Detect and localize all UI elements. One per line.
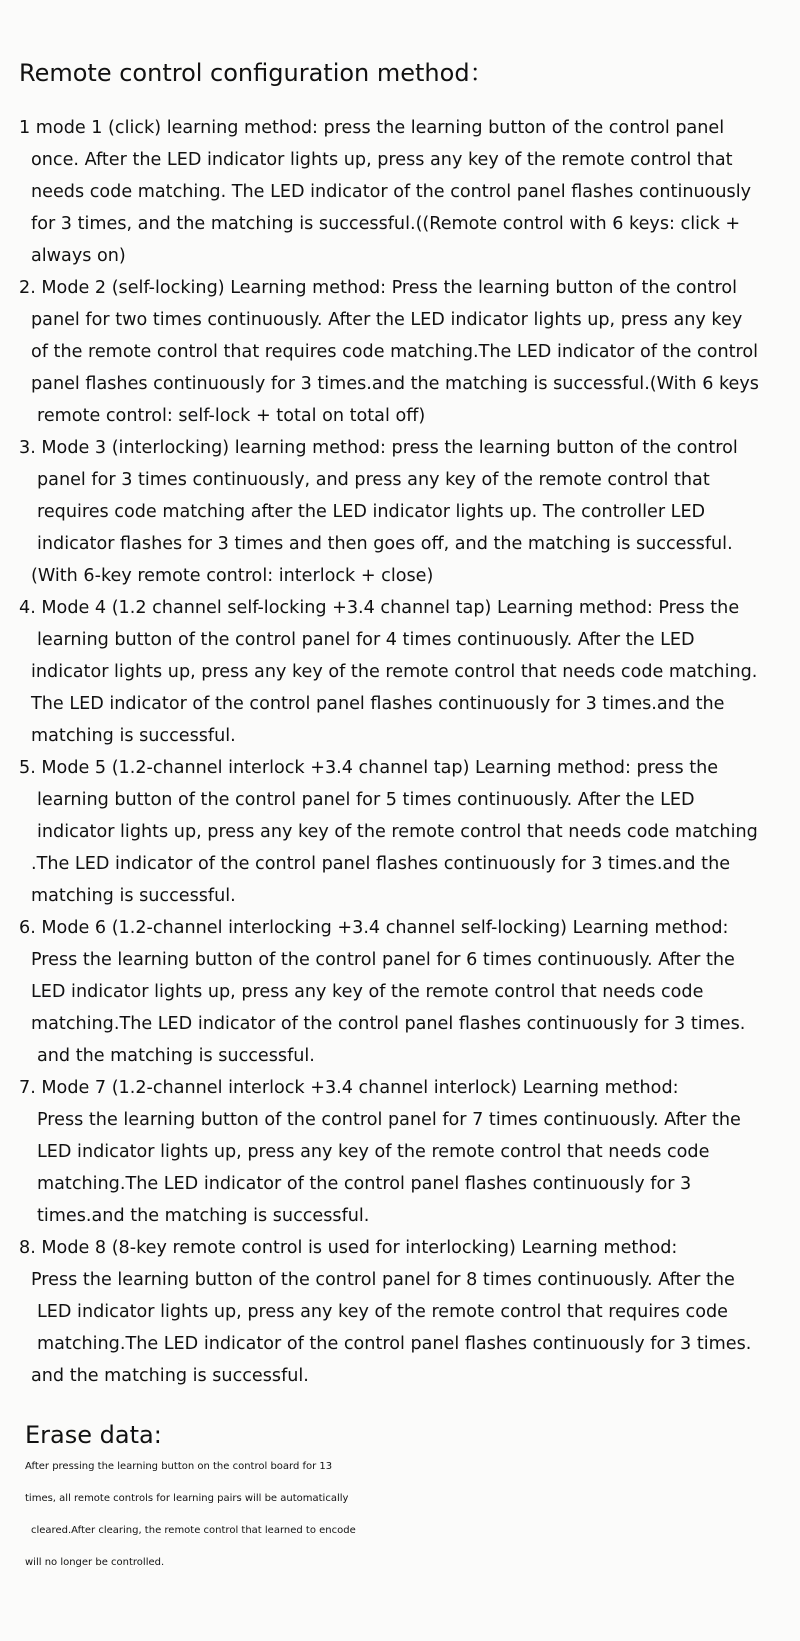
erase-description (25, 1451, 795, 1579)
mode-text-line: The LED indicator of the control panel flashes continuously for 3 times.and the (31, 694, 725, 714)
mode-text-line: indicator flashes for 3 times and then goes off, and the matching is successful. (37, 534, 733, 554)
mode-heading-line: 8. Mode 8 (8-key remote control is used for interlocking) Learning method: (19, 1238, 678, 1258)
mode-item (19, 912, 789, 1072)
mode-text-line: remote control: self-lock + total on total off) (37, 406, 426, 426)
mode-text-line: panel flashes continuously for 3 times.and the matching is successful.(With 6 keys (31, 374, 759, 394)
mode-item (19, 752, 789, 912)
mode-text-line: once. After the LED indicator lights up, press any key of the remote control that (31, 150, 733, 170)
mode-text-line: always on) (31, 246, 126, 266)
mode-text-line: matching is successful. (31, 726, 236, 746)
mode-text-line: indicator lights up, press any key of the remote control that needs code matching. (31, 662, 758, 682)
mode-heading-line: 3. Mode 3 (interlocking) learning method: press the learning button of the control (19, 438, 738, 458)
mode-heading-line: 2. Mode 2 (self-locking) Learning method: Press the learning button of the control (19, 278, 737, 298)
mode-heading-line: 6. Mode 6 (1.2-channel interlocking +3.4 channel self-locking) Learning method: (19, 918, 729, 938)
mode-item (19, 1072, 789, 1232)
mode-text-line: LED indicator lights up, press any key of the remote control that needs code (37, 1142, 710, 1162)
mode-text-line: matching is successful. (31, 886, 236, 906)
mode-item (19, 432, 789, 592)
mode-item (19, 112, 789, 272)
mode-text-line: matching.The LED indicator of the control panel flashes continuously for 3 times. (31, 1014, 746, 1034)
mode-heading-line: 7. Mode 7 (1.2-channel interlock +3.4 channel interlock) Learning method: (19, 1078, 679, 1098)
mode-text-line: panel for two times continuously. After the LED indicator lights up, press any key (31, 310, 743, 330)
mode-heading-line: 5. Mode 5 (1.2-channel interlock +3.4 channel tap) Learning method: press the (19, 758, 719, 778)
mode-text-line: learning button of the control panel for 5 times continuously. After the LED (37, 790, 695, 810)
mode-text-line: matching.The LED indicator of the control panel flashes continuously for 3 (37, 1174, 692, 1194)
erase-text-line: times, all remote controls for learning pairs will be automatically (25, 1493, 349, 1504)
mode-text-line: requires code matching after the LED indicator lights up. The controller LED (37, 502, 706, 522)
erase-section (25, 1419, 795, 1579)
mode-text-line: (With 6-key remote control: interlock + close) (31, 566, 434, 586)
mode-text-line: .The LED indicator of the control panel flashes continuously for 3 times.and the (31, 854, 731, 874)
mode-text-line: LED indicator lights up, press any key of the remote control that requires code (37, 1302, 728, 1322)
mode-item (19, 272, 789, 432)
erase-text-line: will no longer be controlled. (25, 1557, 165, 1568)
page-title: Remote control configuration method： (19, 59, 494, 87)
mode-text-line: Press the learning button of the control panel for 8 times continuously. After the (31, 1270, 735, 1290)
mode-text-line: needs code matching. The LED indicator of the control panel flashes continuously (31, 182, 752, 202)
mode-text-line: LED indicator lights up, press any key of the remote control that needs code (31, 982, 704, 1002)
mode-text-line: learning button of the control panel for 4 times continuously. After the LED (37, 630, 695, 650)
mode-text-line: indicator lights up, press any key of the remote control that needs code matching (37, 822, 758, 842)
mode-text-line: and the matching is successful. (31, 1366, 309, 1386)
mode-text-line: panel for 3 times continuously, and press any key of the remote control that (37, 470, 710, 490)
mode-text-line: for 3 times, and the matching is successful.((Remote control with 6 keys: click + (31, 214, 741, 234)
erase-text-line: After pressing the learning button on the control board for 13 (25, 1461, 333, 1472)
mode-item (19, 1232, 789, 1392)
mode-text-line: matching.The LED indicator of the control panel flashes continuously for 3 times. (37, 1334, 752, 1354)
mode-heading-line: 4. Mode 4 (1.2 channel self-locking +3.4 channel tap) Learning method: Press the (19, 598, 740, 618)
mode-text-line: and the matching is successful. (37, 1046, 315, 1066)
mode-list (19, 112, 789, 1392)
erase-title: Erase data: (25, 1421, 162, 1449)
mode-text-line: times.and the matching is successful. (37, 1206, 370, 1226)
erase-text-line: cleared.After clearing, the remote control that learned to encode (31, 1525, 356, 1536)
mode-item (19, 592, 789, 752)
mode-text-line: Press the learning button of the control panel for 6 times continuously. After the (31, 950, 735, 970)
mode-text-line: of the remote control that requires code matching.The LED indicator of the control (31, 342, 758, 362)
mode-heading-line: 1 mode 1 (click) learning method: press the learning button of the control panel (19, 118, 725, 138)
mode-text-line: Press the learning button of the control panel for 7 times continuously. After the (37, 1110, 741, 1130)
